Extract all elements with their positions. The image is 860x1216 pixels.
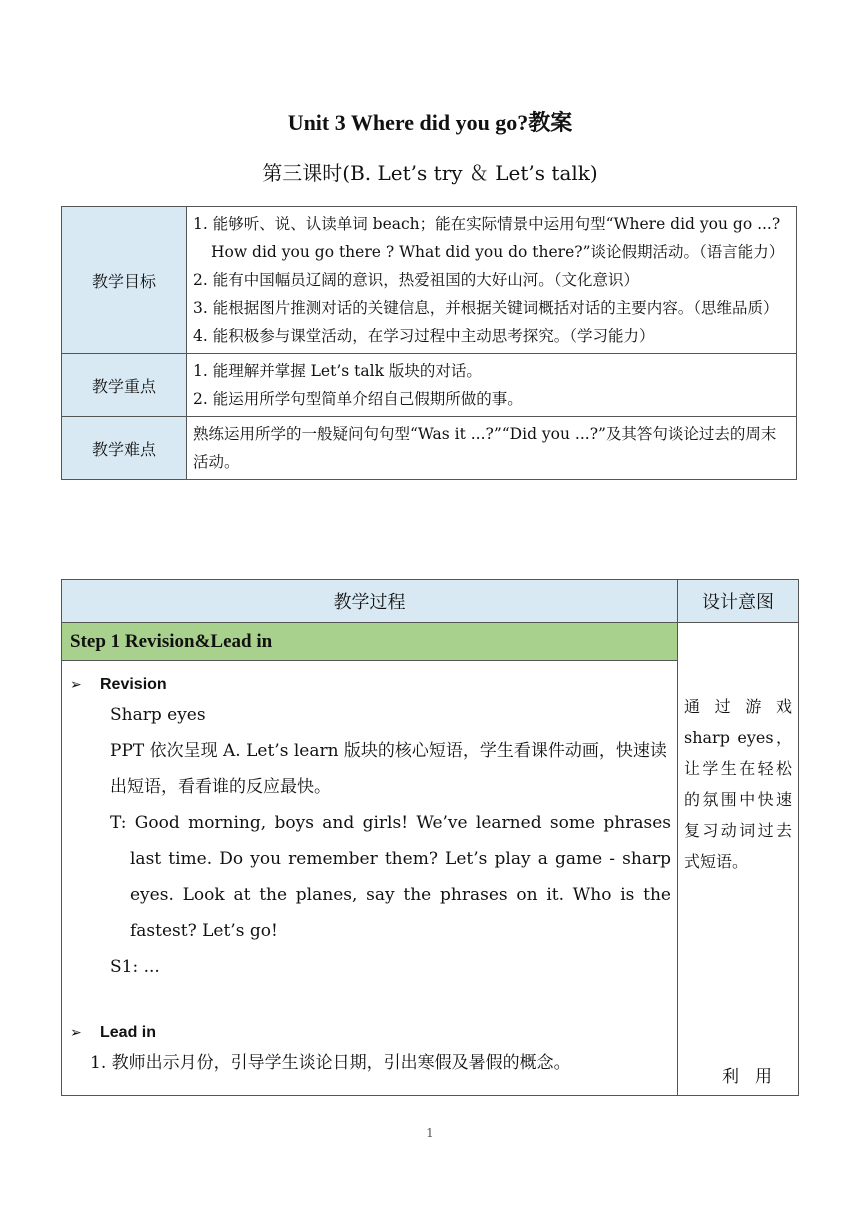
difficulties-content: 熟练运用所学的一般疑问句句型“Was it ...?”“Did you ...?”及其答句谈论过去的周末活动。: [187, 417, 797, 480]
key-points-content: [187, 354, 797, 417]
objective-item: 2. 能有中国幅员辽阔的意识，热爱祖国的大好山河。（文化意识）: [193, 271, 639, 289]
difficulties-row: [62, 417, 797, 480]
step1-title: Step 1 Revision&Lead in: [62, 623, 678, 661]
intent-text: 通过游戏 sharp eyes，让学生在轻松的氛围中快速复习动词过去式短语。: [684, 697, 792, 871]
intent-cell: [678, 623, 799, 1096]
key-points-row: [62, 354, 797, 417]
key-points-label: 教学重点: [62, 354, 187, 417]
revision-heading: [70, 671, 671, 697]
objectives-row: [62, 207, 797, 354]
document-title: Unit 3 Where did you go?教案: [287, 110, 573, 135]
intent-header: 设计意图: [678, 580, 799, 623]
objective-item: 3. 能根据图片推测对话的关键信息，并根据关键词概括对话的主要内容。（思维品质）: [193, 299, 779, 317]
page-number: 1: [426, 1126, 434, 1140]
goals-table: [61, 206, 797, 480]
objectives-content: [187, 207, 797, 354]
leadin-item: 1. 教师出示月份，引导学生谈论日期，引出寒假及暑假的概念。: [90, 1053, 571, 1073]
process-table: [61, 579, 799, 1096]
teacher-line: T: Good morning, boys and girls! We’ve learned some phrases last time. Do you remember them? Let’s play a game - sharp eyes. Look at the planes, say the phrases on it. Who is the fastest? Let’s go!: [110, 813, 671, 941]
leadin-heading: [70, 1019, 671, 1045]
step1-content: [62, 661, 678, 1096]
leadin-heading-text: Lead in: [100, 1024, 157, 1041]
student-line: S1: ...: [110, 957, 160, 977]
intent-continued: 利用: [722, 1067, 788, 1087]
key-point-item: 1. 能理解并掌握 Let’s talk 版块的对话。: [193, 362, 482, 380]
arrow-bullet-icon: ➢: [70, 676, 82, 692]
objectives-label: 教学目标: [62, 207, 187, 354]
arrow-bullet-icon: ➢: [70, 1024, 82, 1040]
revision-instruction: PPT 依次呈现 A. Let’s learn 版块的核心短语，学生看课件动画，快速读出短语，看看谁的反应最快。: [110, 741, 667, 797]
difficulties-label: 教学难点: [62, 417, 187, 480]
document-subtitle: 第三课时(B. Let’s try ＆ Let’s talk): [262, 161, 598, 185]
process-header: 教学过程: [62, 580, 678, 623]
revision-game: Sharp eyes: [110, 705, 206, 725]
objective-item: 4. 能积极参与课堂活动，在学习过程中主动思考探究。（学习能力）: [193, 327, 655, 345]
step1-title-row: [62, 623, 799, 661]
revision-heading-text: Revision: [100, 676, 167, 693]
key-point-item: 2. 能运用所学句型简单介绍自己假期所做的事。: [193, 390, 523, 408]
objective-item: 1. 能够听、说、认读单词 beach；能在实际情景中运用句型“Where did you go ...? How did you go there ? What did you do there?”谈论假期活动。（语言能力）: [193, 215, 785, 261]
process-header-row: [62, 580, 799, 623]
